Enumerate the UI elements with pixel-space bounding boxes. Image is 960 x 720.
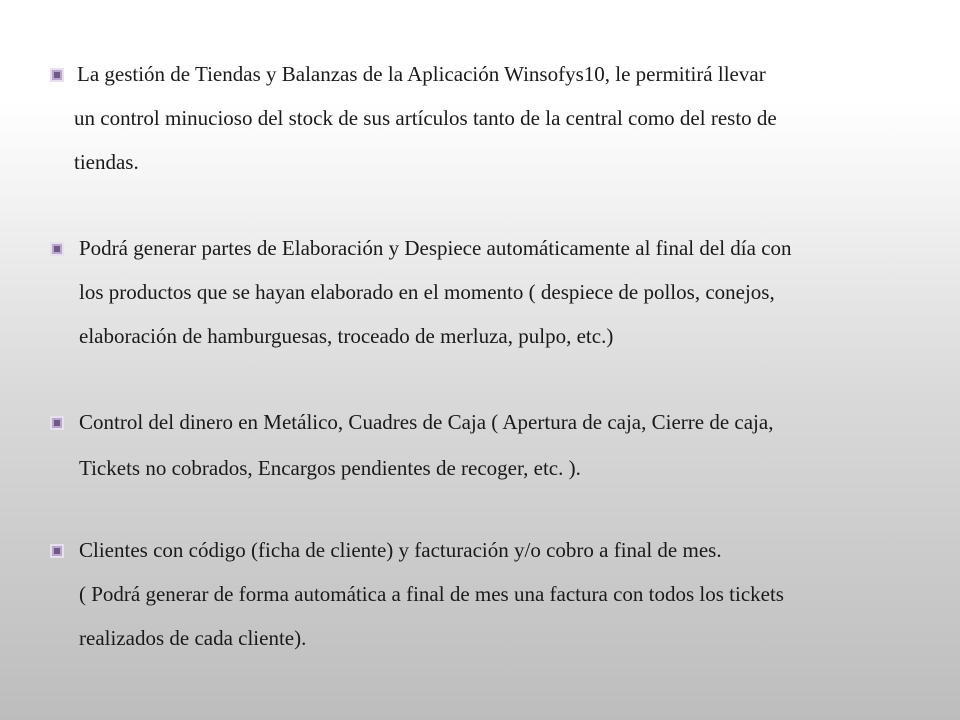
bullet-line: Clientes con código (ficha de cliente) y facturación y/o cobro a final de mes. (79, 538, 722, 562)
square-bullet-icon (50, 242, 64, 256)
bullet-line: Tickets no cobrados, Encargos pendientes de recoger, etc. ). (79, 456, 581, 480)
square-bullet-icon (50, 544, 64, 558)
bullet-line: La gestión de Tiendas y Balanzas de la Aplicación Winsofys10, le permitirá llevar (77, 62, 766, 86)
bullet-line: un control minucioso del stock de sus artículos tanto de la central como del resto de (74, 106, 777, 130)
bullet-line: los productos que se hayan elaborado en el momento ( despiece de pollos, conejos, (79, 280, 775, 304)
bullet-line: Podrá generar partes de Elaboración y Despiece automáticamente al final del día con (79, 236, 792, 260)
bullet-line: realizados de cada cliente). (79, 626, 307, 650)
bullet-line: Control del dinero en Metálico, Cuadres de Caja ( Apertura de caja, Cierre de caja, (79, 410, 774, 434)
bullet-line: elaboración de hamburguesas, troceado de merluza, pulpo, etc.) (79, 324, 614, 348)
bullet-line: tiendas. (74, 150, 139, 174)
square-bullet-icon (50, 68, 64, 82)
square-bullet-icon (50, 416, 64, 430)
bullet-line: ( Podrá generar de forma automática a final de mes una factura con todos los tickets (79, 582, 784, 606)
